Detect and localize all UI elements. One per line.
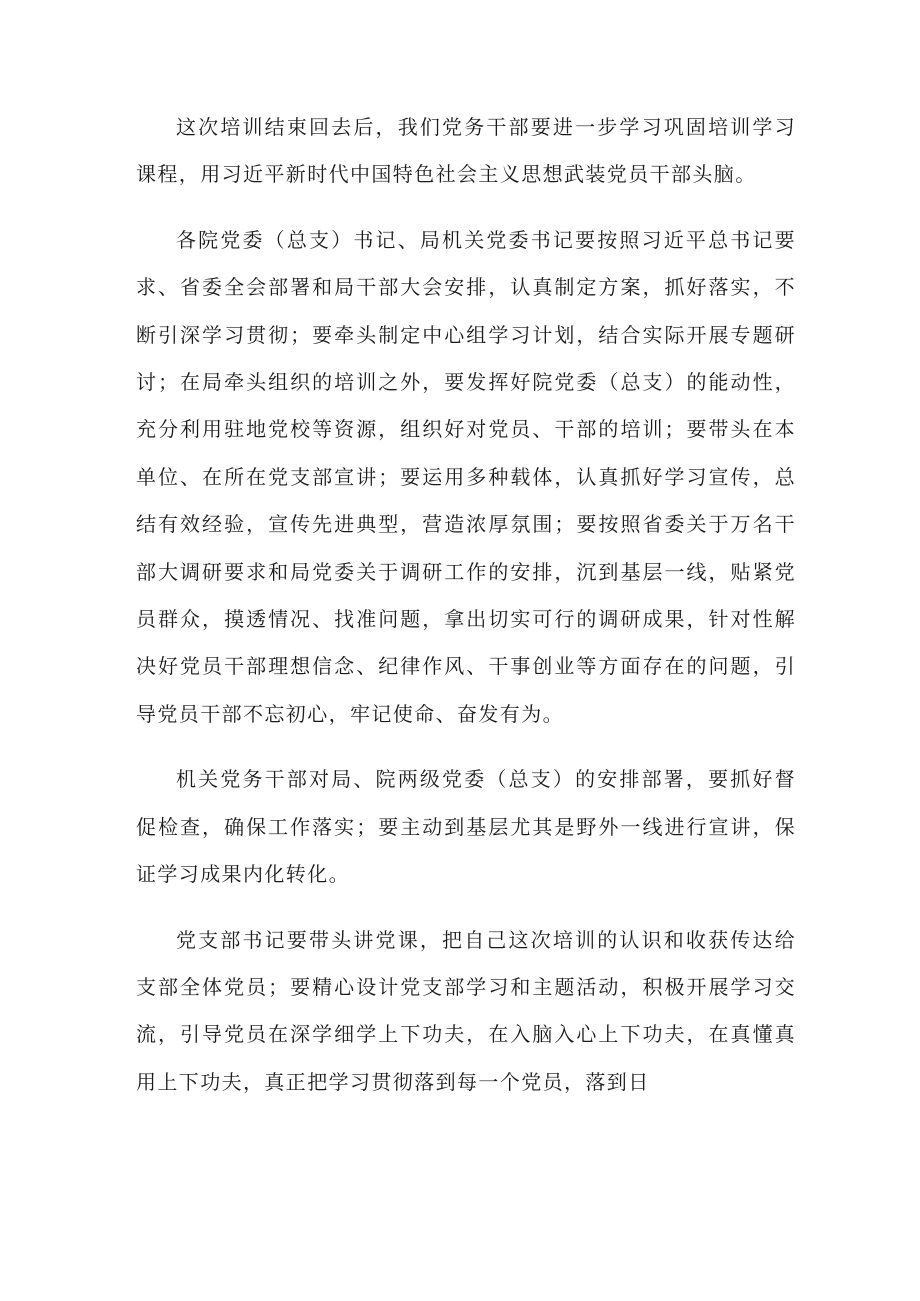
document-body [136,104,796,1106]
paragraph-4: 党支部书记要带头讲党课，把自己这次培训的认识和收获传达给支部全体党员；要精心设计党支部学习和主题活动，积极开展学习交流，引导党员在深学细学上下功夫，在入脑入心上下功夫，在真懂真用上下功夫，真正把学习贯彻落到每一个党员，落到日 [136,927,796,1094]
paragraph-2: 各院党委（总支）书记、局机关党委书记要按照习近平总书记要求、省委全会部署和局干部大会安排，认真制定方案，抓好落实，不断引深学习贯彻；要牵头制定中心组学习计划，结合实际开展专题研讨；在局牵头组织的培训之外，要发挥好院党委（总支）的能动性，充分利用驻地党校等资源，组织好对党员、干部的培训；要带头在本单位、在所在党支部宣讲；要运用多种载体，认真抓好学习宣传，总结有效经验，宣传先进典型，营造浓厚氛围；要按照省委关于万名干部大调研要求和局党委关于调研工作的安排，沉到基层一线，贴紧党员群众，摸透情况、找准问题，拿出切实可行的调研成果，针对性解决好党员干部理想信念、纪律作风、干事创业等方面存在的问题，引导党员干部不忘初心，牢记使命、奋发有为。 [136,227,796,726]
paragraph-1: 这次培训结束回去后，我们党务干部要进一步学习巩固培训学习课程，用习近平新时代中国特色社会主义思想武装党员干部头脑。 [136,115,796,187]
paragraph-3: 机关党务干部对局、院两级党委（总支）的安排部署，要抓好督促检查，确保工作落实；要主动到基层尤其是野外一线进行宣讲，保证学习成果内化转化。 [136,767,796,887]
